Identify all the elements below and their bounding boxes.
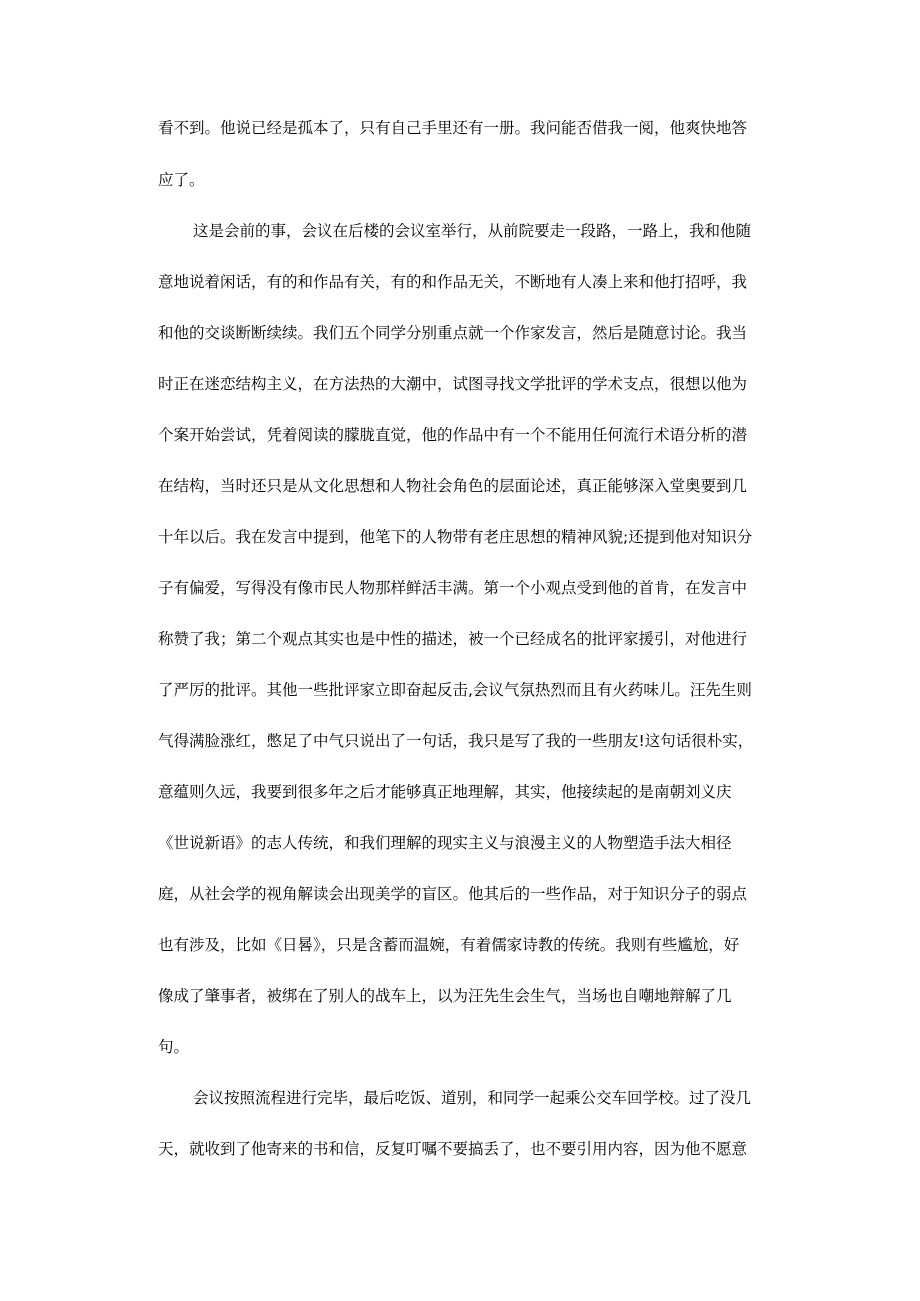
text-line: 《世说新语》的志人传统，和我们理解的现实主义与浪漫主义的人物塑造手法大相径 bbox=[158, 834, 732, 852]
text-line: 意地说着闲话，有的和作品有关，有的和作品无关，不断地有人凑上来和他打招呼，我 bbox=[158, 273, 748, 291]
text-line: 和他的交谈断断续续。我们五个同学分别重点就一个作家发言，然后是随意讨论。我当 bbox=[158, 324, 748, 342]
text-line: 看不到。他说已经是孤本了，只有自己手里还有一册。我问能否借我一阅，他爽快地答 bbox=[158, 119, 748, 137]
text-line: 在结构，当时还只是从文化思想和人物社会角色的层面论述，真正能够深入堂奥要到几 bbox=[158, 477, 748, 495]
text-line: 像成了肇事者，被绑在了别人的战车上，以为汪先生会生气，当场也自嘲地辩解了几 bbox=[158, 987, 732, 1005]
text-line: 句。 bbox=[158, 1038, 190, 1056]
text-line: 也有涉及，比如《日晷》，只是含蓄而温婉，有着儒家诗教的传统。我则有些尴尬，好 bbox=[158, 936, 740, 954]
text-line: 庭，从社会学的视角解读会出现美学的盲区。他其后的一些作品，对于知识分子的弱点 bbox=[158, 885, 748, 903]
text-line: 应了。 bbox=[158, 171, 205, 189]
text-line: 意蕴则久远，我要到很多年之后才能够真正地理解，其实，他接续起的是南朝刘义庆 bbox=[158, 783, 732, 801]
paragraph-first-line: 会议按照流程进行完毕，最后吃饭、道别，和同学一起乘公交车回学校。过了没几 bbox=[193, 1089, 752, 1107]
text-line: 了严厉的批评。其他一些批评家立即奋起反击,会议气氛热烈而且有火药味儿。汪先生则 bbox=[158, 681, 752, 699]
text-line: 称赞了我；第二个观点其实也是中性的描述，被一个已经成名的批评家援引，对他进行 bbox=[158, 630, 748, 648]
text-line: 天，就收到了他寄来的书和信，反复叮嘱不要搞丢了，也不要引用内容，因为他不愿意 bbox=[158, 1140, 748, 1158]
paragraph-first-line: 这是会前的事，会议在后楼的会议室举行，从前院要走一段路，一路上，我和他随 bbox=[193, 222, 752, 240]
text-line: 气得满脸涨红，憋足了中气只说出了一句话，我只是写了我的一些朋友!这句话很朴实， bbox=[158, 732, 754, 750]
text-line: 十年以后。我在发言中提到，他笔下的人物带有老庄思想的精神风貌;还提到他对知识分 bbox=[158, 528, 753, 546]
text-line: 子有偏爱，写得没有像市民人物那样鲜活丰满。第一个小观点受到他的首肯，在发言中 bbox=[158, 579, 748, 597]
text-line: 时正在迷恋结构主义，在方法热的大潮中，试图寻找文学批评的学术支点，很想以他为 bbox=[158, 375, 748, 393]
text-line: 个案开始尝试，凭着阅读的朦胧直觉，他的作品中有一个不能用任何流行术语分析的潜 bbox=[158, 426, 748, 444]
